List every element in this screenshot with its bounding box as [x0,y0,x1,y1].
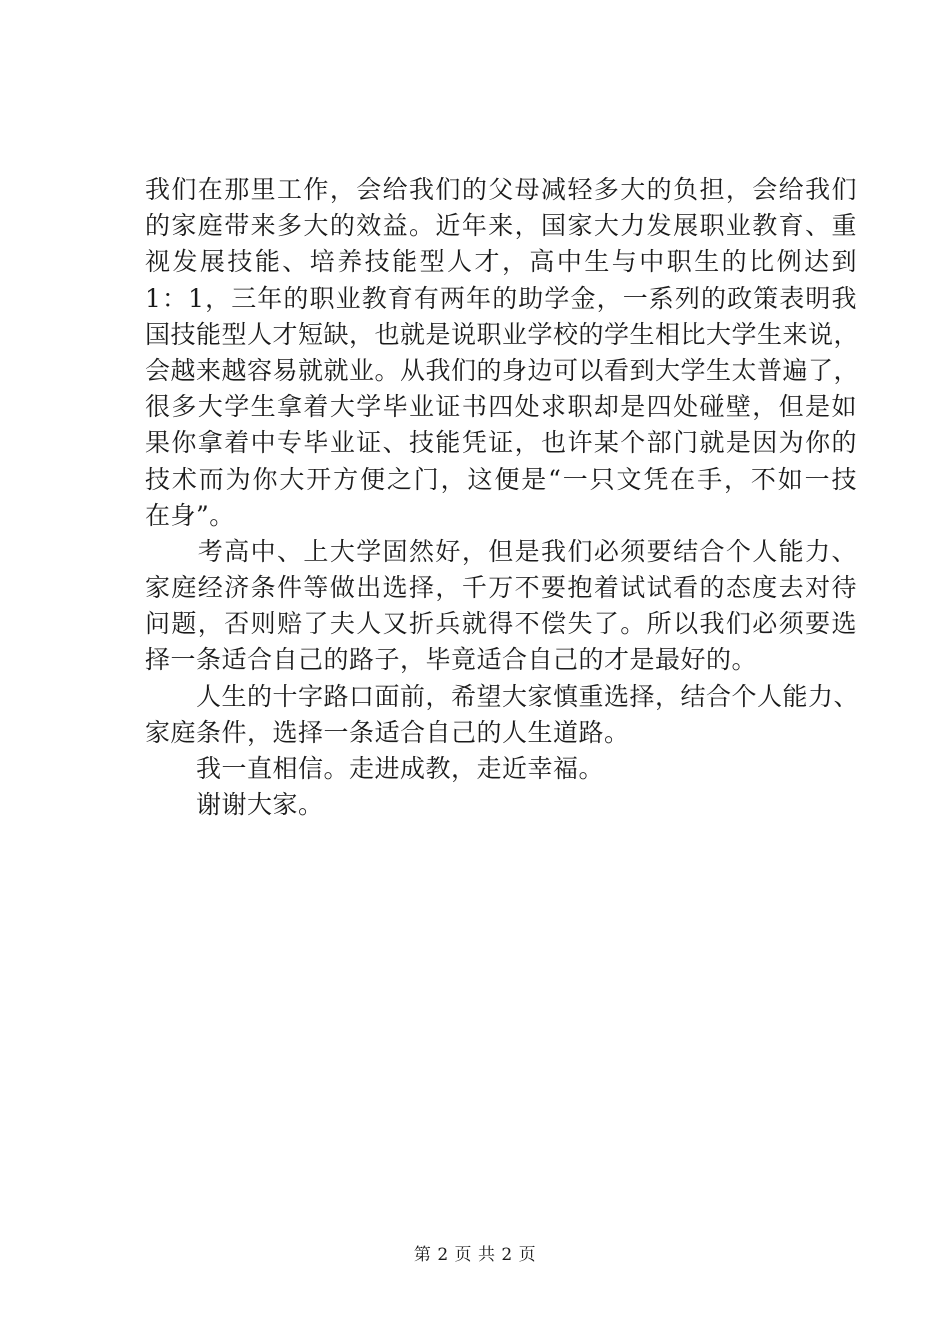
text-line: 很多大学生拿着大学毕业证书四处求职却是四处碰壁，但是如 [145,392,857,422]
text-line: 我们在那里工作，会给我们的父母减轻多大的负担，会给我们 [145,175,857,204]
text-line: 择一条适合自己的路子，毕竟适合自己的才是最好的。 [145,645,758,675]
text-line: 问题，否则赔了夫人又折兵就得不偿失了。所以我们必须要选 [145,609,857,639]
text-line: 的家庭带来多大的效益。近年来，国家大力发展职业教育、重 [145,211,857,241]
text-line: 果你拿着中专毕业证、技能凭证，也许某个部门就是因为你的 [145,428,857,458]
text-line: 家庭条件，选择一条适合自己的人生道路。 [145,717,630,747]
page-footer: 第 2 页 共 2 页 [413,1245,537,1265]
text-line: 视发展技能、培养技能型人才，高中生与中职生的比例达到 [145,247,857,277]
body-text [145,172,860,823]
text-line: 1：1，三年的职业教育有两年的助学金，一系列的政策表明我 [145,283,857,313]
text-line: 考高中、上大学固然好，但是我们必须要结合个人能力、 [145,536,857,566]
text-line: 家庭经济条件等做出选择，千万不要抱着试试看的态度去对待 [145,573,857,603]
text-line: 谢谢大家。 [145,790,324,820]
text-line: 国技能型人才短缺，也就是说职业学校的学生相比大学生来说， [145,319,860,349]
text-line: 技术而为你大开方便之门，这便是“一只文凭在手，不如一技 [145,464,857,494]
text-line: 在身”。 [145,500,235,530]
text-line: 人生的十字路口面前，希望大家慎重选择，结合个人能力、 [145,681,860,711]
text-line: 我一直相信。走进成教，走近幸福。 [145,754,605,783]
text-line: 会越来越容易就就业。从我们的身边可以看到大学生太普遍了， [145,355,860,385]
